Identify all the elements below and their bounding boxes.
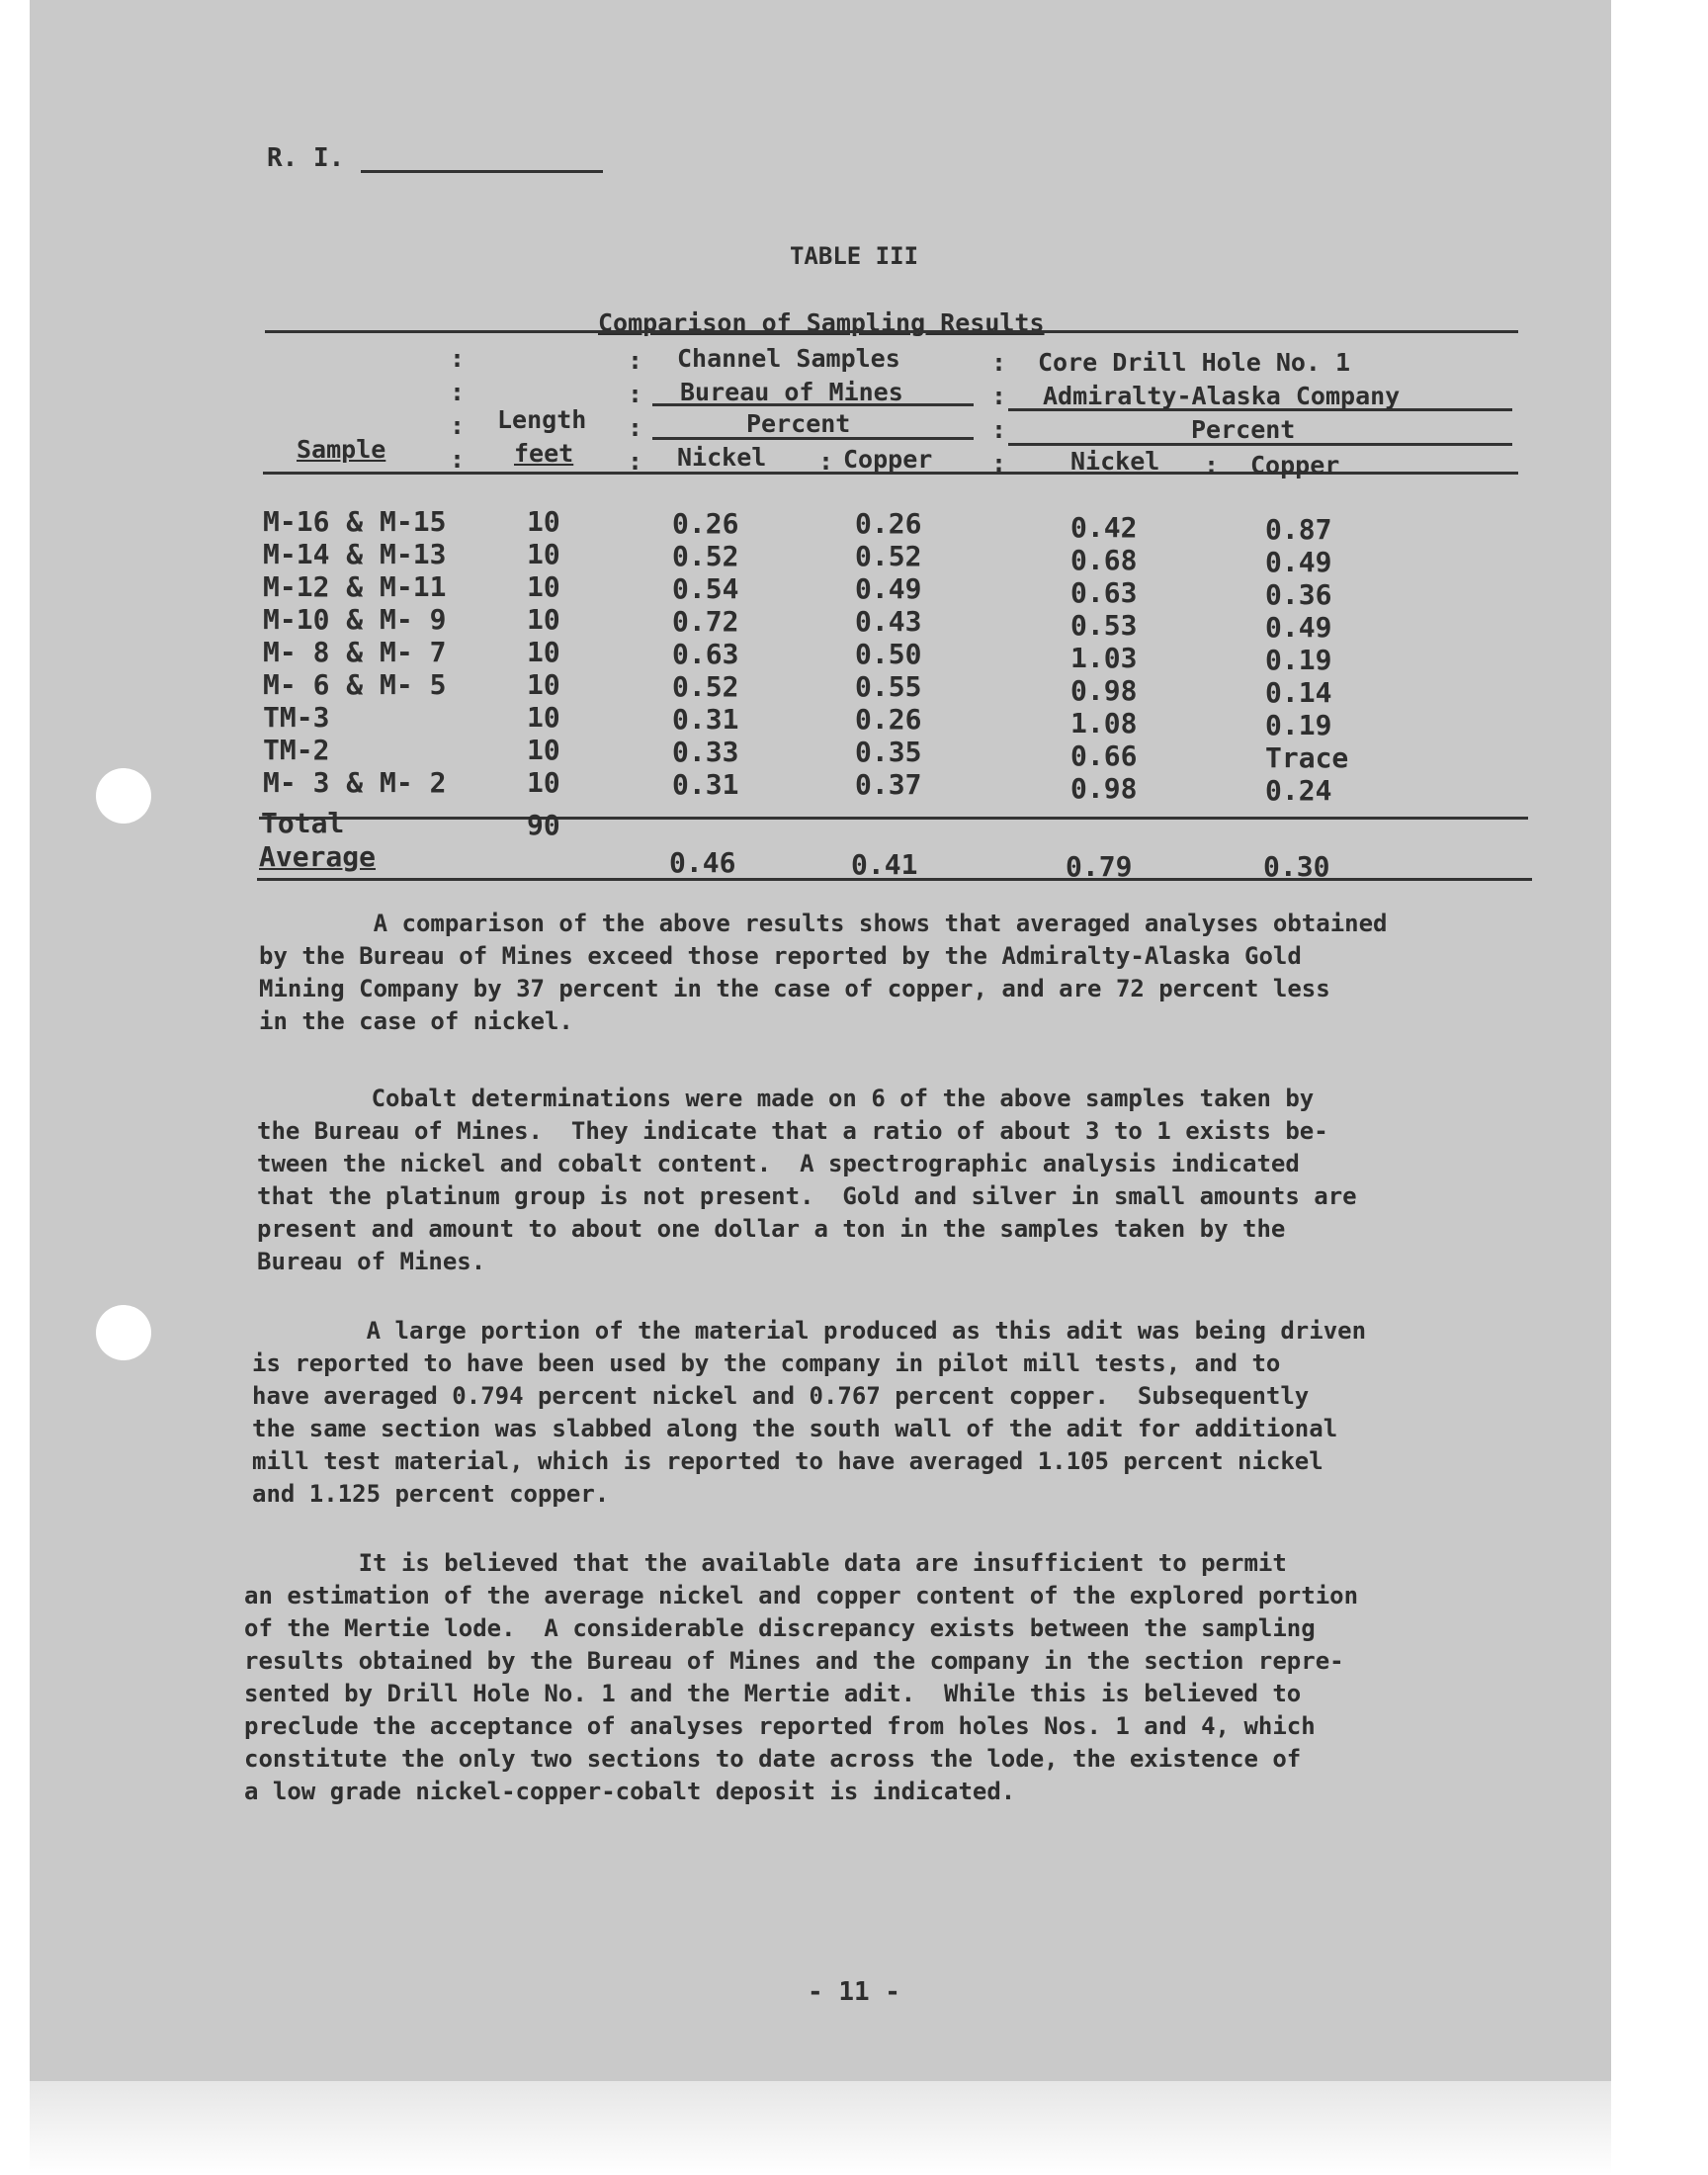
report-number-blank-line — [361, 170, 603, 173]
total-label: Total — [261, 807, 345, 839]
header-channel-samples: Channel Samples — [677, 344, 900, 373]
table-cell-aa-nickel: 0.68 — [1070, 544, 1138, 576]
report-label: R. I. — [267, 143, 345, 173]
table-cell-aa-nickel: 0.66 — [1070, 740, 1138, 772]
average-aa-nickel: 0.79 — [1066, 850, 1133, 883]
table-cell-bm-nickel: 0.33 — [672, 736, 739, 768]
table-cell-aa-copper: 0.49 — [1265, 611, 1332, 644]
bm-nickel-column — [672, 507, 738, 801]
aa-copper-column — [1265, 513, 1348, 807]
table-cell-bm-copper: 0.26 — [855, 507, 922, 540]
sample-column — [263, 505, 446, 799]
col-separator: : — [450, 445, 466, 474]
scan-edge — [30, 2081, 1611, 2175]
col-separator: : — [450, 344, 466, 373]
header-nickel-aa: Nickel — [1070, 447, 1160, 476]
table-cell-sample: M- 6 & M- 5 — [263, 668, 447, 701]
header-length: Length — [497, 405, 587, 434]
table-cell-length: 10 — [527, 538, 560, 570]
average-bm-copper: 0.41 — [851, 848, 918, 881]
header-percent-bm: Percent — [746, 409, 851, 438]
total-rule — [259, 817, 1528, 820]
table-cell-sample: TM-2 — [263, 734, 330, 766]
table-cell-bm-nickel: 0.26 — [672, 507, 739, 540]
table-top-rule — [265, 330, 1518, 333]
length-column — [527, 505, 560, 799]
col-separator: : — [628, 447, 643, 476]
table-cell-bm-nickel: 0.54 — [672, 572, 739, 605]
table-cell-aa-copper: 0.24 — [1265, 774, 1332, 807]
table-cell-aa-nickel: 1.03 — [1070, 642, 1138, 674]
table-cell-bm-nickel: 0.72 — [672, 605, 739, 638]
table-cell-sample: TM-3 — [263, 701, 330, 734]
header-length-unit: feet — [514, 439, 574, 468]
table-cell-bm-copper: 0.49 — [855, 572, 922, 605]
table-cell-aa-copper: 0.87 — [1265, 513, 1332, 546]
table-cell-bm-copper: 0.52 — [855, 540, 922, 572]
table-cell-aa-copper: 0.14 — [1265, 676, 1332, 709]
table-cell-sample: M- 3 & M- 2 — [263, 766, 447, 799]
average-aa-copper: 0.30 — [1263, 850, 1330, 883]
col-separator: : — [818, 447, 834, 476]
aa-nickel-column — [1070, 511, 1137, 805]
paragraph-conclusion: It is believed that the available data are insufficient to permit an estimation of the average nickel and copper content of the explored portion of the Mertie lode. A considerable discrepancy exists between the sampling results obtained by the Bureau of Mines and the company in the section repre- sented by Drill Hole No. 1 and the Mertie adit. While this is believed to preclude the acceptance of analyses reported from holes Nos. 1 and 4, which constitute the only two sections to date across the lode, the existence of a low grade nickel-copper-cobalt deposit is indicated. — [244, 1549, 1359, 1805]
col-separator: : — [450, 411, 466, 440]
average-label: Average — [259, 840, 377, 873]
paragraph-comparison: A comparison of the above results shows that averaged analyses obtained by the Bureau of Mines exceed those reported by the Admiralty-Alaska Gold Mining Company by 37 percent in the case of copper, and are 72 percent less in the case of nickel. — [259, 910, 1388, 1035]
table-cell-aa-nickel: 0.98 — [1070, 772, 1138, 805]
table-cell-bm-copper: 0.26 — [855, 703, 922, 736]
table-cell-aa-nickel: 0.63 — [1070, 576, 1138, 609]
average-bm-nickel: 0.46 — [669, 846, 736, 879]
header-sample: Sample — [297, 435, 386, 464]
header-percent-aa: Percent — [1191, 415, 1296, 444]
table-cell-aa-nickel: 0.53 — [1070, 609, 1138, 642]
col-separator: : — [628, 346, 643, 375]
table-cell-length: 10 — [527, 636, 560, 668]
paragraph-cobalt: Cobalt determinations were made on 6 of the above samples taken by the Bureau of Mines. They indicate that a ratio of about 3 to 1 exists be- tween the nickel and cobalt content. A spectrographic analysis indicated that the platinum group is not present. Gold and silver in small amounts are present and amount to about one dollar a ton in the samples taken by the Bureau of Mines. — [257, 1085, 1357, 1275]
col-separator: : — [1204, 451, 1220, 479]
col-separator: : — [991, 415, 1007, 444]
table-cell-aa-copper: 0.19 — [1265, 709, 1332, 741]
table-cell-sample: M-10 & M- 9 — [263, 603, 447, 636]
page-number: - 11 - — [808, 1977, 900, 2007]
table-cell-length: 10 — [527, 505, 560, 538]
table-cell-bm-copper: 0.50 — [855, 638, 922, 670]
table-cell-bm-nickel: 0.63 — [672, 638, 739, 670]
table-cell-length: 10 — [527, 668, 560, 701]
punch-hole — [96, 768, 151, 824]
table-subtitle: Comparison of Sampling Results — [598, 308, 1045, 337]
header-bureau-of-mines: Bureau of Mines — [680, 378, 903, 406]
table-title: TABLE III — [789, 242, 919, 270]
punch-hole — [96, 1305, 151, 1360]
table-cell-aa-nickel: 0.42 — [1070, 511, 1138, 544]
table-cell-sample: M-14 & M-13 — [263, 538, 447, 570]
table-cell-aa-nickel: 0.98 — [1070, 674, 1138, 707]
header-core-drill-hole: Core Drill Hole No. 1 — [1038, 348, 1351, 377]
table-cell-aa-copper: 0.36 — [1265, 578, 1332, 611]
table-cell-sample: M-16 & M-15 — [263, 505, 447, 538]
header-copper-aa: Copper — [1250, 451, 1340, 479]
table-cell-length: 10 — [527, 701, 560, 734]
table-cell-bm-copper: 0.37 — [855, 768, 922, 801]
paragraph-pilot-mill: A large portion of the material produced as this adit was being driven is reported to have been used by the company in pilot mill tests, and to have averaged 0.794 percent nickel and 0.767 percent copper. Subsequently the same section was slabbed along the south wall of the adit for additional mill test material, which is reported to have averaged 1.105 percent nickel and 1.125 percent copper. — [252, 1317, 1367, 1508]
table-cell-bm-copper: 0.55 — [855, 670, 922, 703]
table-cell-length: 10 — [527, 603, 560, 636]
table-cell-bm-nickel: 0.31 — [672, 703, 739, 736]
col-separator: : — [991, 382, 1007, 410]
total-length: 90 — [527, 809, 560, 841]
table-cell-aa-nickel: 1.08 — [1070, 707, 1138, 740]
header-nickel-bm: Nickel — [677, 443, 767, 472]
header-copper-bm: Copper — [843, 445, 933, 474]
table-cell-bm-nickel: 0.52 — [672, 670, 739, 703]
bm-copper-column — [855, 507, 921, 801]
col-separator: : — [991, 449, 1007, 478]
col-separator: : — [991, 348, 1007, 377]
table-cell-aa-copper: Trace — [1265, 741, 1349, 774]
table-cell-bm-nickel: 0.31 — [672, 768, 739, 801]
table-cell-bm-copper: 0.43 — [855, 605, 922, 638]
table-cell-sample: M- 8 & M- 7 — [263, 636, 447, 668]
table-cell-aa-copper: 0.19 — [1265, 644, 1332, 676]
col-separator: : — [628, 413, 643, 442]
header-admiralty-alaska: Admiralty-Alaska Company — [1043, 382, 1401, 410]
table-cell-bm-copper: 0.35 — [855, 736, 922, 768]
table-cell-length: 10 — [527, 734, 560, 766]
table-cell-sample: M-12 & M-11 — [263, 570, 447, 603]
table-cell-length: 10 — [527, 570, 560, 603]
col-separator: : — [450, 378, 466, 406]
col-separator: : — [628, 380, 643, 408]
table-cell-bm-nickel: 0.52 — [672, 540, 739, 572]
table-cell-aa-copper: 0.49 — [1265, 546, 1332, 578]
table-cell-length: 10 — [527, 766, 560, 799]
